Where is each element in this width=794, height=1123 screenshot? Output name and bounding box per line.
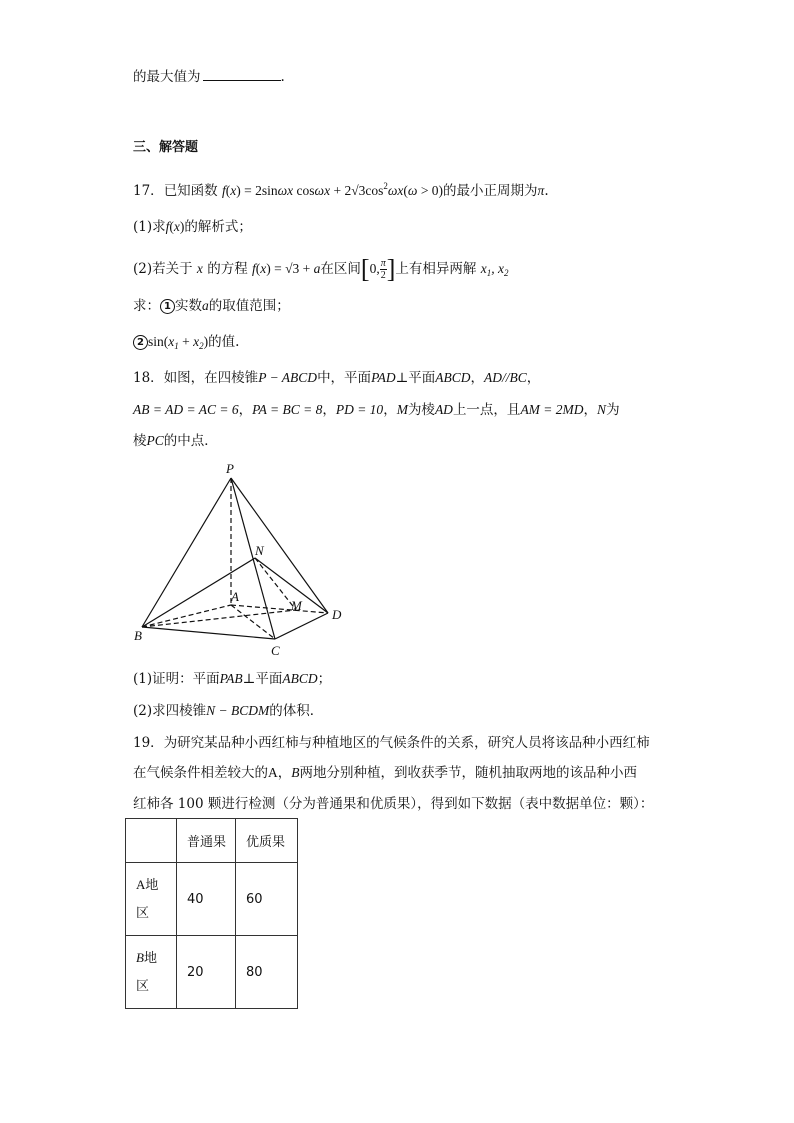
q17-part2: (2)若关于 x 的方程 f(x) = √3 + a在区间[0, $\frac{\pi}{2}$ ]上有相异两解 $x_1$, $x_2$ [133, 254, 509, 284]
table-cell: 80 [236, 936, 298, 1009]
table-header-row [126, 819, 298, 863]
table-cell-region: A地 区 [126, 863, 177, 936]
pyramid-figure [125, 455, 355, 665]
q17-sub1: 求： 1 实数a的取值范围； [133, 298, 290, 314]
table-header-cell: 普通果 [177, 819, 236, 863]
q18-line2: AB = AD = AC = 6，PA = BC = 8，PD = 10，M为棱AD上一点，且AM = 2MD，N为 [133, 402, 620, 418]
q18-line3: 棱PC的中点． [133, 433, 218, 449]
table-cell: 60 [236, 863, 298, 936]
label-P: P [226, 461, 234, 476]
label-D: D [332, 607, 342, 622]
q17-part1: (1)求f(x)的解析式； [133, 219, 252, 235]
q18-part2: (2)求四棱锥N − BCDM的体积． [133, 703, 324, 719]
label-A: A [231, 589, 239, 604]
table-cell: 40 [177, 863, 236, 936]
prev-question-tail: 的最大值为 . [133, 66, 285, 87]
label-C: C [271, 643, 280, 658]
q19-line3: 红柿各 100 颗进行检测（分为普通果和优质果），得到如下数据（表中数据单位：颗）： [133, 796, 654, 812]
q18-line1: 18．如图，在四棱锥P − ABCD中，平面PAD⊥平面ABCD，AD//BC， [133, 370, 541, 386]
table-row [126, 863, 298, 936]
label-M: M [291, 598, 302, 613]
q19-line2: 在气候条件相差较大的A，B两地分别种植，到收获季节，随机抽取两地的该品种小西 [133, 765, 637, 781]
q19-data-table [125, 818, 298, 1009]
label-N: N [255, 543, 264, 558]
table-cell: 20 [177, 936, 236, 1009]
label-B: B [134, 628, 142, 643]
q19-line1: 19．为研究某品种小西红柿与种植地区的气候条件的关系，研究人员将该品种小西红柿 [133, 735, 650, 751]
section-title: 三、解答题 [133, 140, 199, 155]
q17-formula: f(x) = 2sinωx $\cos\omega x + 2√3\cos^2\omega x(\omega > 0)$ [221, 181, 444, 198]
q17-sub2: 2 $\sin(x_1 + x_2)$的值. [133, 332, 239, 356]
table-header-cell [126, 819, 177, 863]
q18-part1: (1)证明：平面PAB⊥平面ABCD； [133, 671, 332, 687]
table-row [126, 936, 298, 1009]
table-header-cell: 优质果 [236, 819, 298, 863]
table-cell-region: B地 区 [126, 936, 177, 1009]
answer-blank[interactable] [203, 66, 281, 81]
q17-stem: 17．已知函数 f(x) = 2sinωx $\cos\omega x + 2√3\cos^2\omega x(\omega > 0)$的最小正周期为π. [133, 181, 549, 199]
